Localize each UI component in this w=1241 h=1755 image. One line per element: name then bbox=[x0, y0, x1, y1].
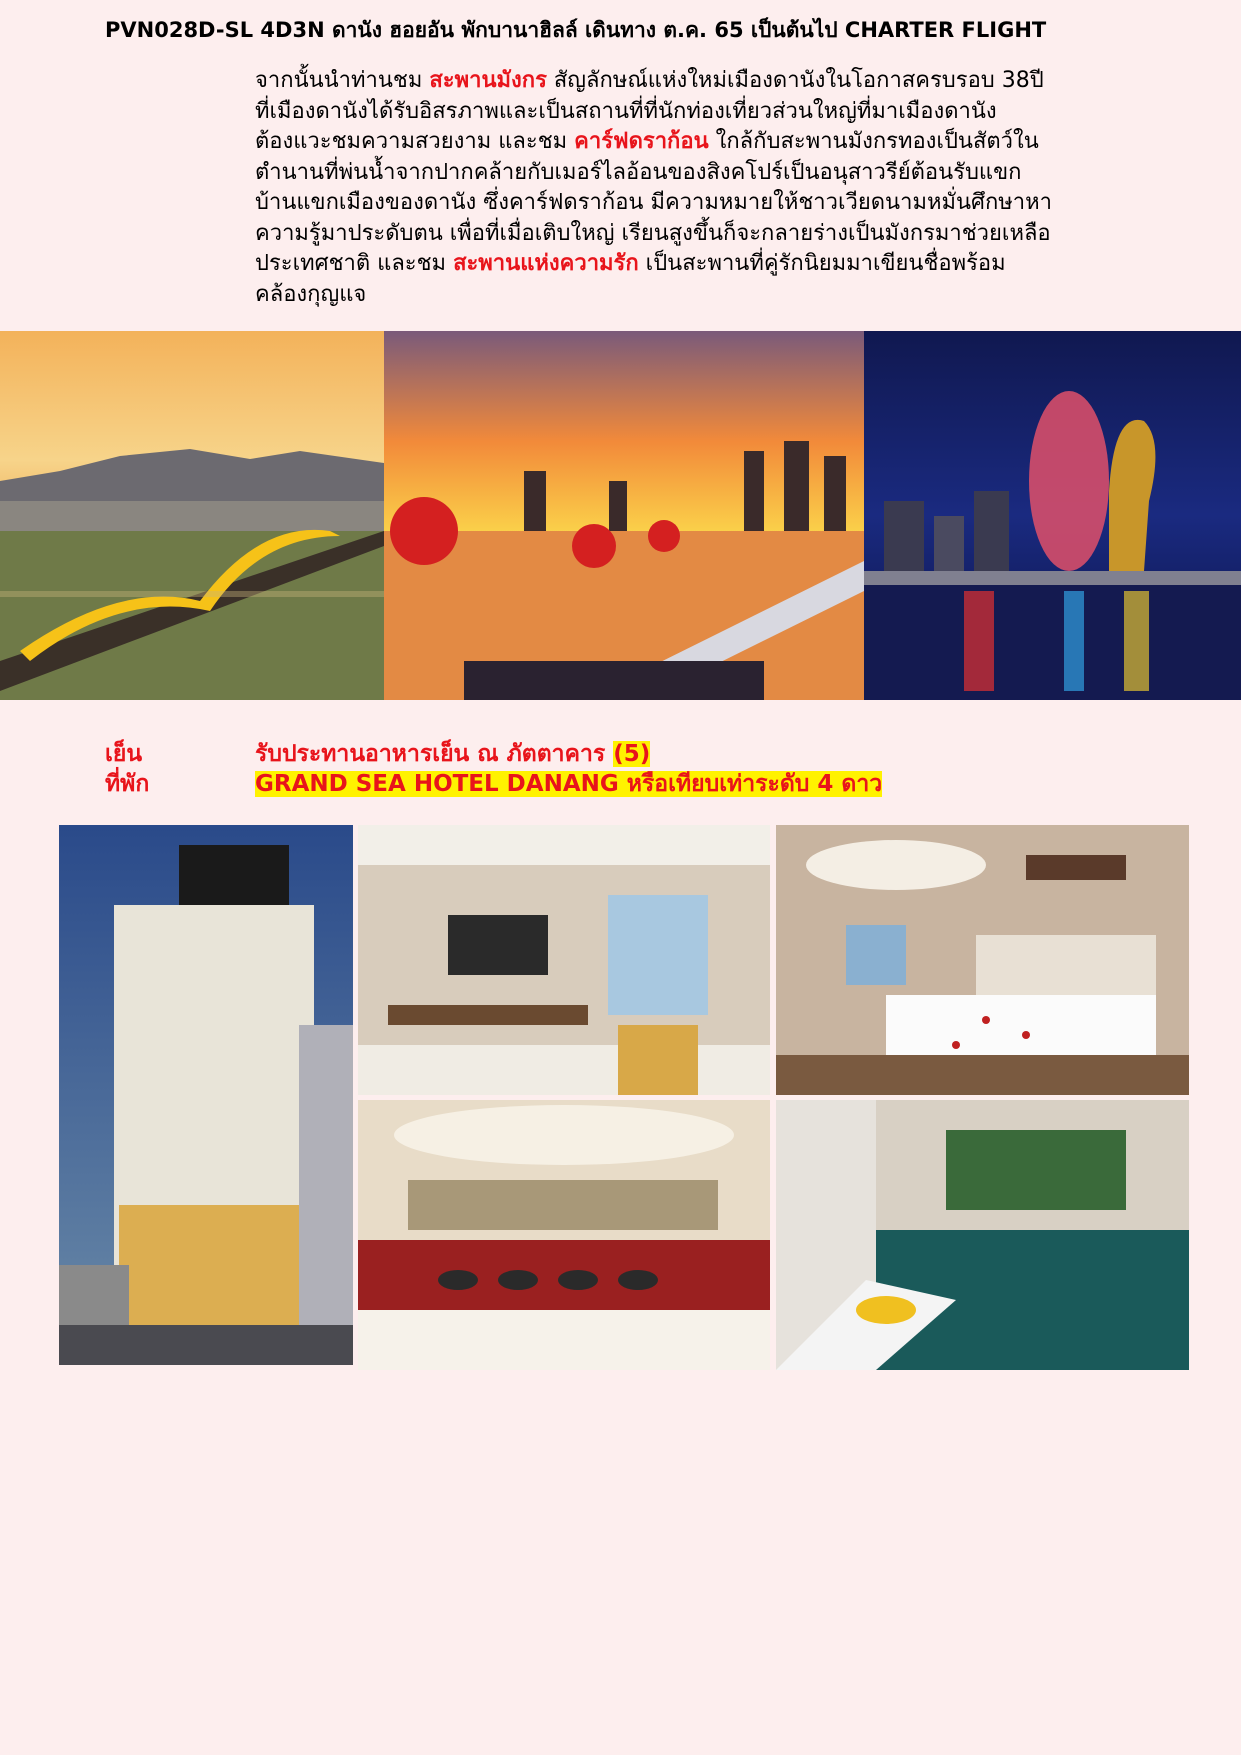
carp-dragon-night-photo bbox=[864, 331, 1241, 700]
hotel-exterior-photo bbox=[59, 825, 353, 1365]
paragraph-line: ประเทศชาติ และชม สะพานแห่งความรัก เป็นสะพานที่คู่รักนิยมมาเขียนชื่อพร้อม bbox=[255, 251, 1006, 276]
page-header-title: PVN028D-SL 4D3N ดานัง ฮอยอัน พักบานาฮิลล์ เดินทาง ต.ค. 65 เป็นต้นไป CHARTER FLIGHT bbox=[105, 18, 1047, 42]
paragraph-line: ตำนานที่พ่นน้ำจากปากคล้ายกับเมอร์ไลอ้อนของสิงคโปร์เป็นอนุสาวรีย์ต้อนรับแขก bbox=[255, 159, 1022, 185]
paragraph-line: จากนั้นนำท่านชม สะพานมังกร สัญลักษณ์แห่งใหม่เมืองดานังในโอกาสครบรอบ 38ปี bbox=[255, 68, 1044, 93]
dinner-label: เย็น bbox=[105, 741, 143, 767]
dinner-value: รับประทานอาหารเย็น ณ ภัตตาคาร (5) bbox=[255, 741, 651, 767]
paragraph-line: ที่เมืองดานังได้รับอิสรภาพและเป็นสถานที่ที่นักท่องเที่ยวส่วนใหญ่ที่มาเมืองดานัง bbox=[255, 98, 997, 124]
highlight-love-bridge: สะพานแห่งความรัก bbox=[453, 251, 639, 276]
hotel-pool-photo bbox=[776, 1100, 1189, 1370]
paragraph-line: บ้านแขกเมืองของดานัง ซึ่งคาร์ฟดราก้อน มีความหมายให้ชาวเวียดนามหมั่นศึกษาหา bbox=[255, 190, 1052, 215]
dragon-bridge-photo bbox=[0, 331, 384, 700]
paragraph-line: ความรู้มาประดับตน เพื่อที่เมื่อเติบใหญ่ เรียนสูงขึ้นก็จะกลายร่างเป็นมังกรมาช่วยเหลือ bbox=[255, 220, 1051, 246]
love-bridge-sunset-photo bbox=[384, 331, 864, 700]
hotel-label: ที่พัก bbox=[105, 771, 150, 797]
highlight-carp-dragon: คาร์ฟดราก้อน bbox=[574, 129, 709, 154]
hotel-bedroom-photo bbox=[776, 825, 1189, 1095]
meal-code-badge: (5) bbox=[613, 741, 651, 767]
paragraph-line: คล้องกุญแจ bbox=[255, 281, 367, 307]
highlight-dragon-bridge: สะพานมังกร bbox=[429, 68, 547, 93]
paragraph-line: ต้องแวะชมความสวยงาม และชม คาร์ฟดราก้อน ใกล้กับสะพานมังกรทองเป็นสัตว์ใน bbox=[255, 129, 1039, 154]
itinerary-paragraph bbox=[255, 66, 1155, 310]
hotel-value: GRAND SEA HOTEL DANANG หรือเทียบเท่าระดับ 4 ดาว bbox=[255, 771, 883, 797]
hotel-buffet-photo bbox=[358, 1100, 770, 1370]
hotel-room-desk-photo bbox=[358, 825, 770, 1095]
